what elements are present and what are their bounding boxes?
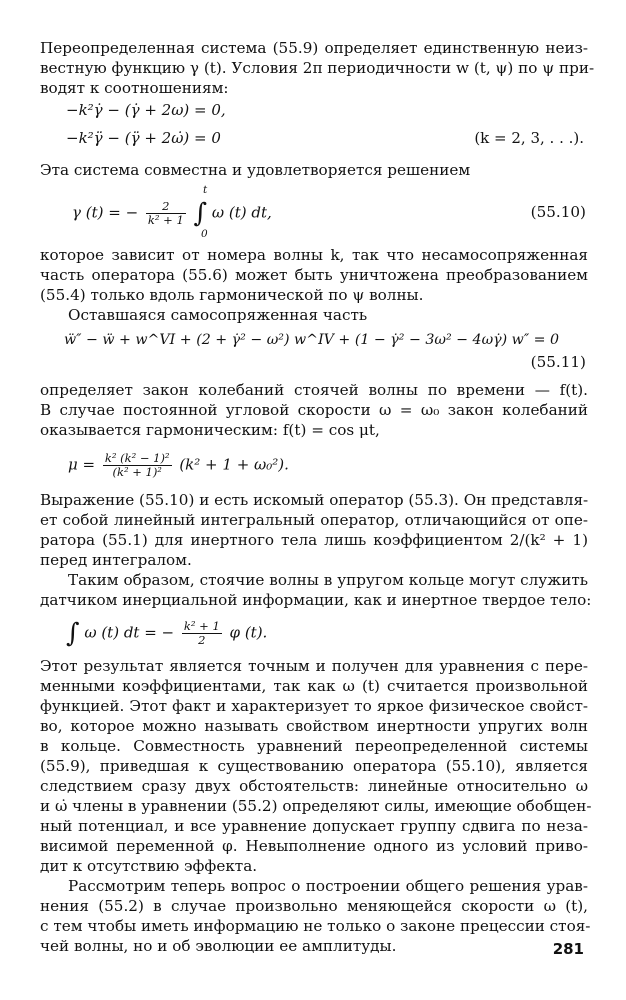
text-line: Оставшаяся самосопряженная часть	[68, 306, 368, 324]
text-line: Этот результат является точным и получен для уравнения с пере-	[40, 657, 588, 675]
fraction	[182, 620, 222, 647]
equation-number: (55.11)	[530, 353, 586, 371]
page-number: 281	[552, 940, 584, 958]
fraction-numerator: 2	[146, 200, 186, 214]
equation-mu	[68, 452, 289, 479]
text-line: Рассмотрим теперь вопрос о построении общего решения урав-	[68, 877, 588, 895]
integral-upper-limit: t	[203, 184, 208, 196]
text-line: Переопределенная система (55.9) определяет единственную неиз-	[40, 39, 588, 57]
fraction-denominator: k² + 1	[147, 213, 184, 227]
text-line: ратора (55.1) для инертного тела лишь коэффициентом 2/(k² + 1)	[40, 531, 588, 549]
text-line: во, которое можно называть свойством инертности упругих волн	[40, 717, 588, 735]
text-line: менными коэффициентами, так как ω (t) считается произвольной	[40, 677, 588, 695]
fraction-numerator: k² + 1	[183, 619, 220, 633]
text-line: в кольце. Совместность уравнений переопределенной системы	[40, 737, 588, 755]
integral-sign: ∫	[66, 618, 80, 649]
text-line: ный потенциал, и все уравнение допускает группу сдвига по неза-	[40, 817, 588, 835]
text-line: вестную функцию γ (t). Условия 2π периодичности w (t, ψ) по ψ при-	[40, 59, 595, 77]
equation-lhs: μ =	[68, 455, 96, 474]
text-line: ет собой линейный интегральный оператор, отличающийся от опе-	[40, 511, 588, 529]
equation-55-11: ẅ″ − ẅ + w^VI + (2 + γ̇² − ω²) w^IV + (1 − γ̇² − 3ω² − 4ωγ̇) w″ = 0	[64, 332, 560, 348]
equation-lhs: γ (t) = −	[72, 203, 139, 222]
text-line: которое зависит от номера волны k, так что несамосопряженная	[40, 246, 588, 264]
text-line: датчиком инерциальной информации, как и инертное твердое тело:	[40, 591, 592, 609]
fraction	[103, 452, 172, 479]
equation-integral	[66, 620, 267, 647]
fraction	[146, 200, 186, 227]
text-line: В случае постоянной угловой скорости ω = ω₀ закон колебаний	[40, 401, 588, 419]
integral-lower-limit: 0	[201, 228, 208, 240]
text-line: висимой переменной φ. Невыполнение одного из условий приво-	[40, 837, 588, 855]
text-line: оказывается гармоническим: f(t) = cos μt,	[40, 421, 380, 439]
fraction-numerator: k² (k² − 1)²	[104, 451, 170, 465]
text-line: часть оператора (55.6) может быть уничтожена преобразованием	[40, 266, 588, 284]
text-line: водят к соотношениям:	[40, 79, 229, 97]
text-line: чей волны, но и об эволюции ее амплитуды.	[40, 937, 397, 955]
text-line: дит к отсутствию эффекта.	[40, 857, 258, 875]
text-line: нения (55.2) в случае произвольно меняющейся скорости ω (t),	[40, 897, 588, 915]
integral-sign: ∫	[193, 198, 208, 229]
text-line: следствием сразу двух обстоятельств: линейные относительно ω	[40, 777, 588, 795]
text-line: с тем чтобы иметь информацию не только о законе прецессии стоя-	[40, 917, 591, 935]
equation-number: (55.10)	[530, 203, 586, 221]
system-equation-2: −k²γ̈ − (γ̈ + 2ω̇) = 0	[66, 129, 221, 147]
system-equation-1: −k²γ̇ − (γ̇ + 2ω) = 0,	[66, 101, 226, 119]
system-condition: (k = 2, 3, . . .).	[474, 129, 584, 147]
fraction-denominator: 2	[198, 633, 206, 647]
equation-rhs: φ (t).	[229, 623, 268, 642]
text-line: Таким образом, стоячие волны в упругом кольце могут служить	[68, 571, 588, 589]
equation-lhs: ω (t) dt = −	[84, 623, 175, 642]
text-line: функцией. Этот факт и характеризует то яркое физическое свойст-	[40, 697, 588, 715]
text-line: (55.4) только вдоль гармонической по ψ волны.	[40, 286, 424, 304]
text-line: Эта система совместна и удовлетворяется решением	[40, 161, 471, 179]
text-line: и ω̇ члены в уравнении (55.2) определяют силы, имеющие обобщен-	[40, 797, 592, 815]
text-line: Выражение (55.10) и есть искомый оператор (55.3). Он представля-	[40, 491, 589, 509]
equation-rhs: (k² + 1 + ω₀²).	[179, 455, 289, 474]
text-line: перед интегралом.	[40, 551, 192, 569]
integrand: ω (t) dt,	[211, 203, 272, 222]
equation-55-10	[72, 200, 272, 227]
fraction-denominator: (k² + 1)²	[112, 465, 162, 479]
text-line: определяет закон колебаний стоячей волны по времени — f(t).	[40, 381, 588, 399]
text-line: (55.9), приведшая к существованию оператора (55.10), является	[40, 757, 588, 775]
